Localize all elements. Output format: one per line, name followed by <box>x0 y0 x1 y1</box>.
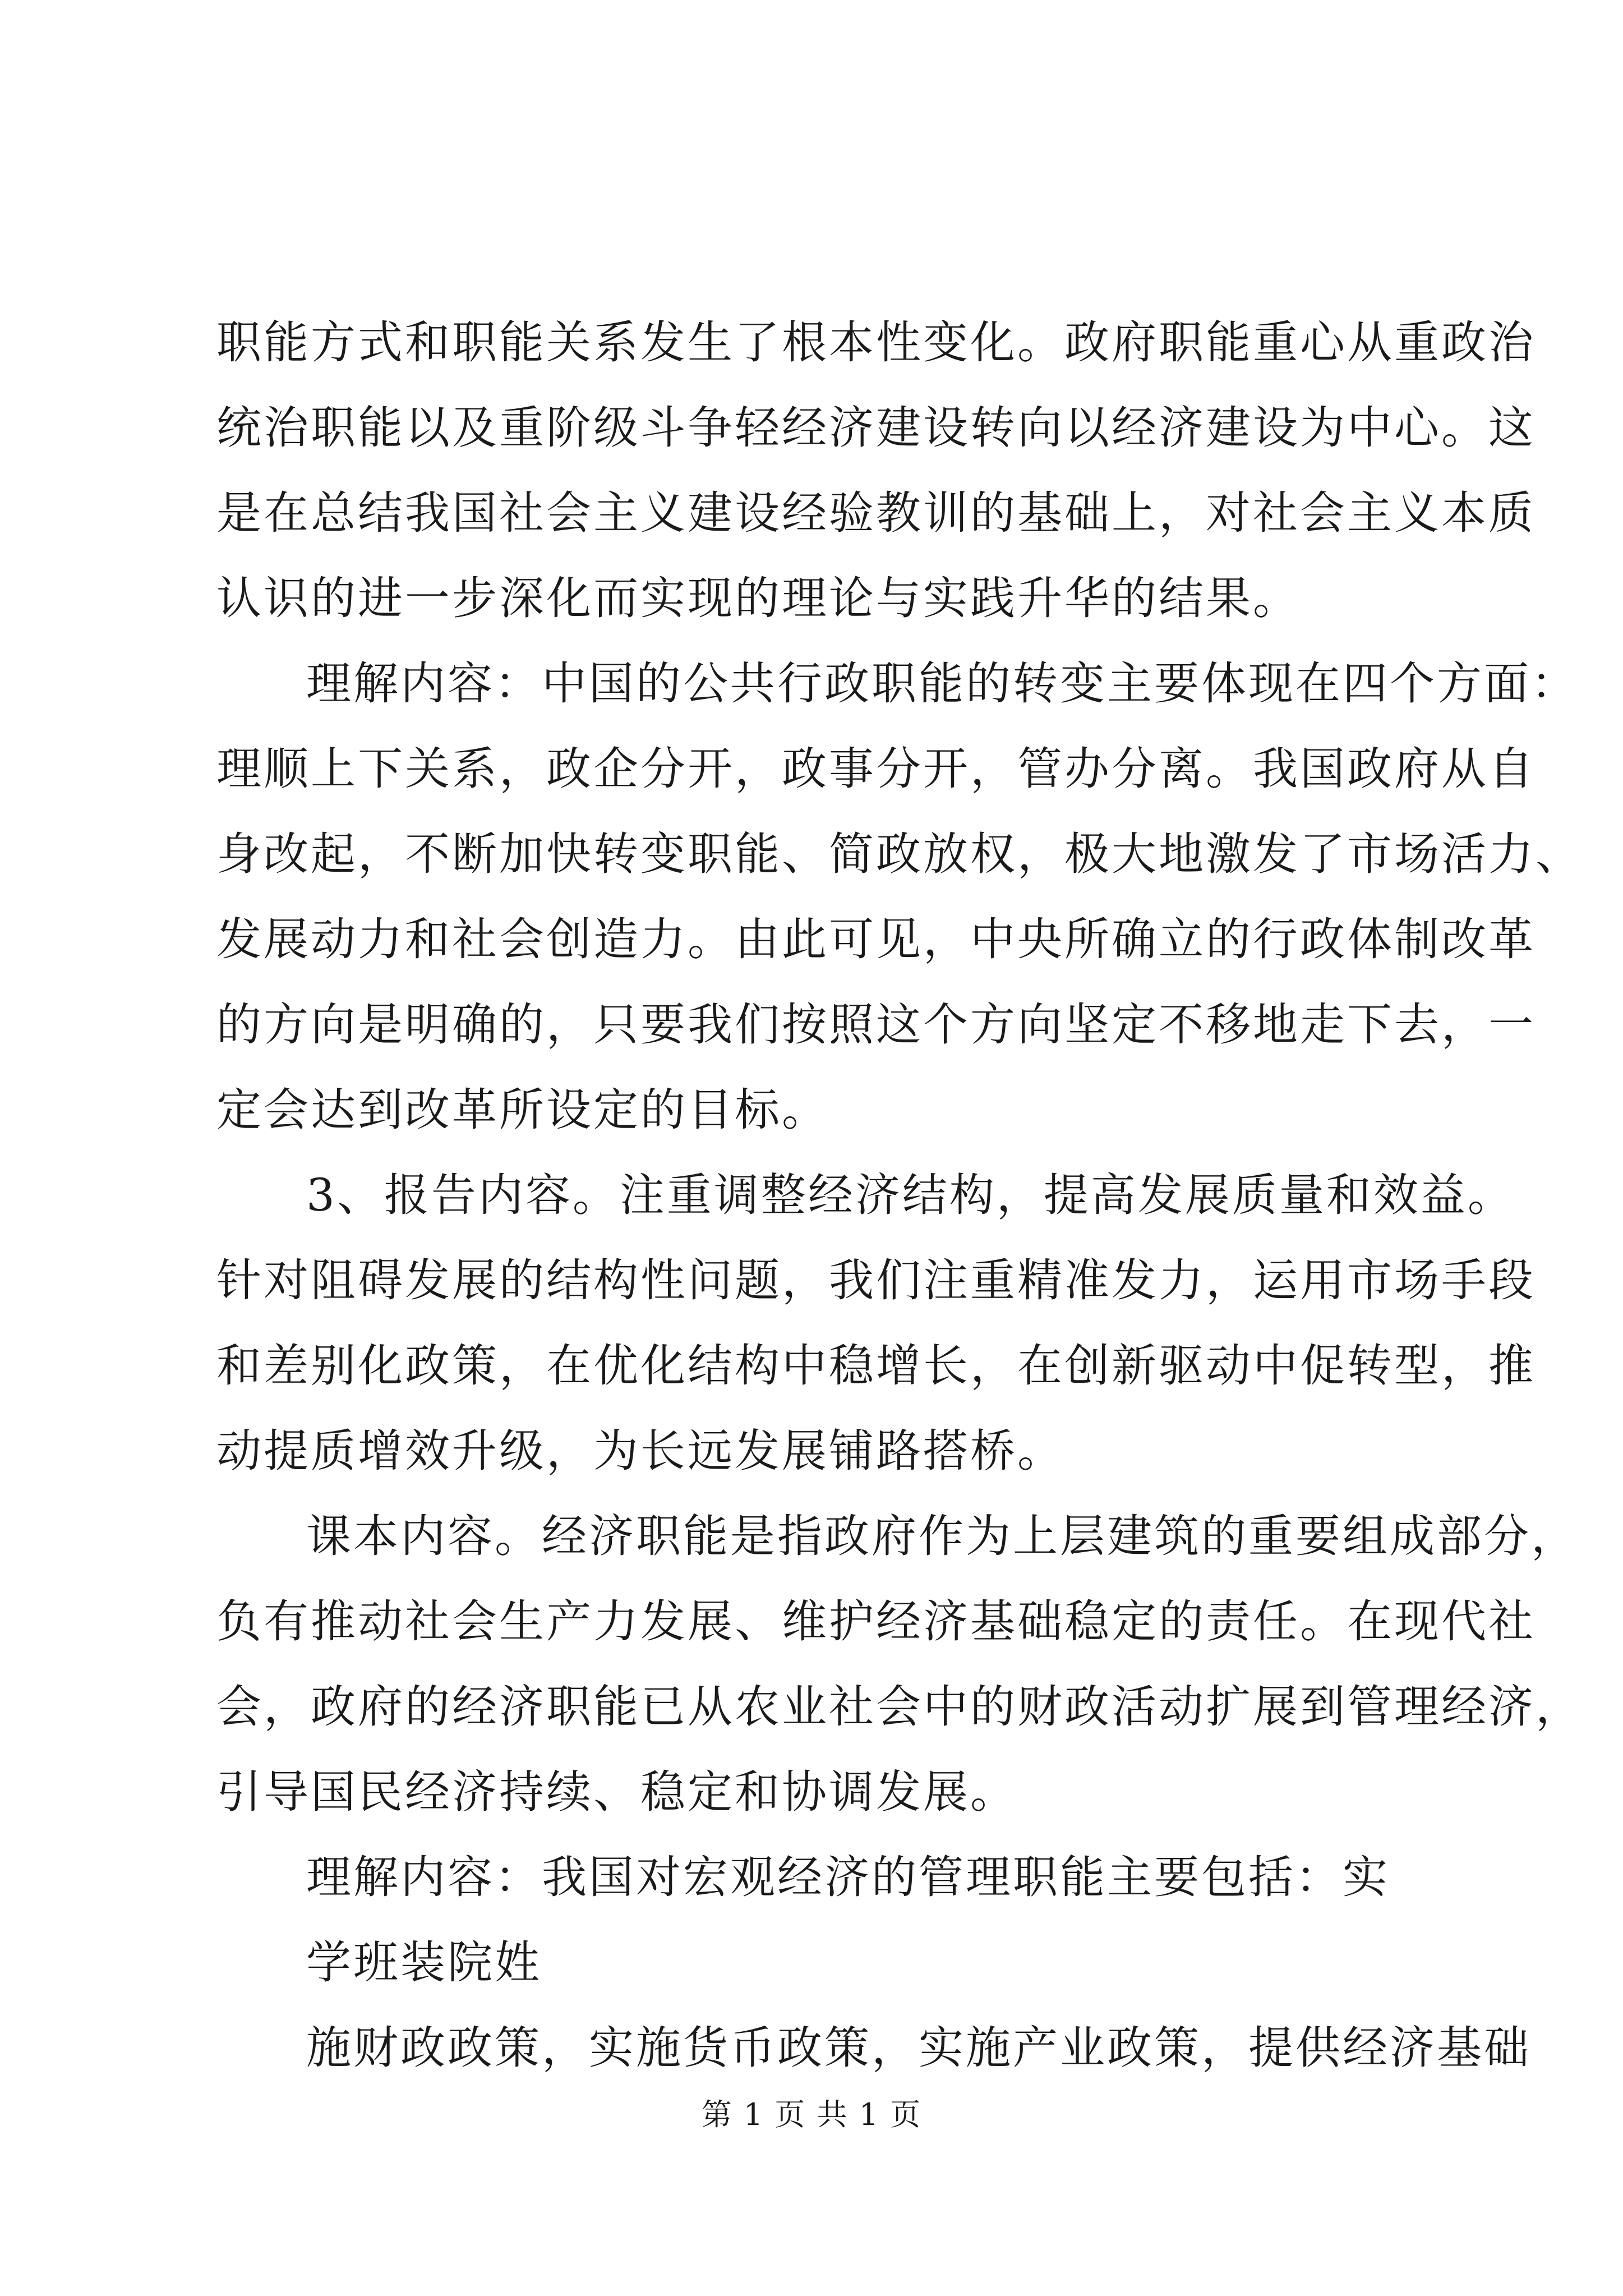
text-line: 针对阻碍发展的结构性问题，我们注重精准发力，运用市场手段 <box>216 1254 1536 1306</box>
paragraph-first-line: 3、报告内容。注重调整经济结构，提高发展质量和效益。 <box>306 1169 1515 1221</box>
text-line: 施财政政策，实施货币政策，实施产业政策，提供经济基础 <box>306 2022 1531 2074</box>
text-line: 的方向是明确的，只要我们按照这个方向坚定不移地走下去，一 <box>216 999 1536 1051</box>
text-line: 理顺上下关系，政企分开，政事分开，管办分离。我国政府从自 <box>216 743 1536 795</box>
text-line: 职能方式和职能关系发生了根本性变化。政府职能重心从重政治 <box>216 316 1536 369</box>
text-line: 会，政府的经济职能已从农业社会中的财政活动扩展到管理经济， <box>216 1681 1583 1733</box>
page-number-label: 第 1 页 共 1 页 <box>701 2097 922 2132</box>
paragraph-first-line: 理解内容：中国的公共行政职能的转变主要体现在四个方面： <box>306 657 1578 710</box>
stray-text-line: 学班装院姓 <box>306 1936 542 1989</box>
text-line: 引导国民经济持续、稳定和协调发展。 <box>216 1766 1017 1818</box>
paragraph-first-line: 课本内容。经济职能是指政府作为上层建筑的重要组成部分， <box>306 1510 1578 1562</box>
text-line: 负有推动社会生产力发展、维护经济基础稳定的责任。在现代社 <box>216 1595 1536 1648</box>
text-line: 发展动力和社会创造力。由此可见，中央所确立的行政体制改革 <box>216 913 1536 965</box>
text-line: 统治职能以及重阶级斗争轻经济建设转向以经济建设为中心。这 <box>216 402 1536 454</box>
page-footer <box>0 2095 1623 2134</box>
text-line: 和差别化政策，在优化结构中稳增长，在创新驱动中促转型，推 <box>216 1340 1536 1392</box>
text-line: 动提质增效升级，为长远发展铺路搭桥。 <box>216 1425 1064 1477</box>
document-body <box>216 300 1583 2091</box>
paragraph-first-line: 理解内容：我国对宏观经济的管理职能主要包括：实 <box>306 1851 1390 1903</box>
text-line: 身改起，不断加快转变职能、简政放权，极大地激发了市场活力、 <box>216 828 1583 880</box>
text-line: 是在总结我国社会主义建设经验教训的基础上，对社会主义本质 <box>216 487 1536 539</box>
text-line: 定会达到改革所设定的目标。 <box>216 1084 829 1136</box>
text-line: 认识的进一步深化而实现的理论与实践升华的结果。 <box>216 572 1300 624</box>
